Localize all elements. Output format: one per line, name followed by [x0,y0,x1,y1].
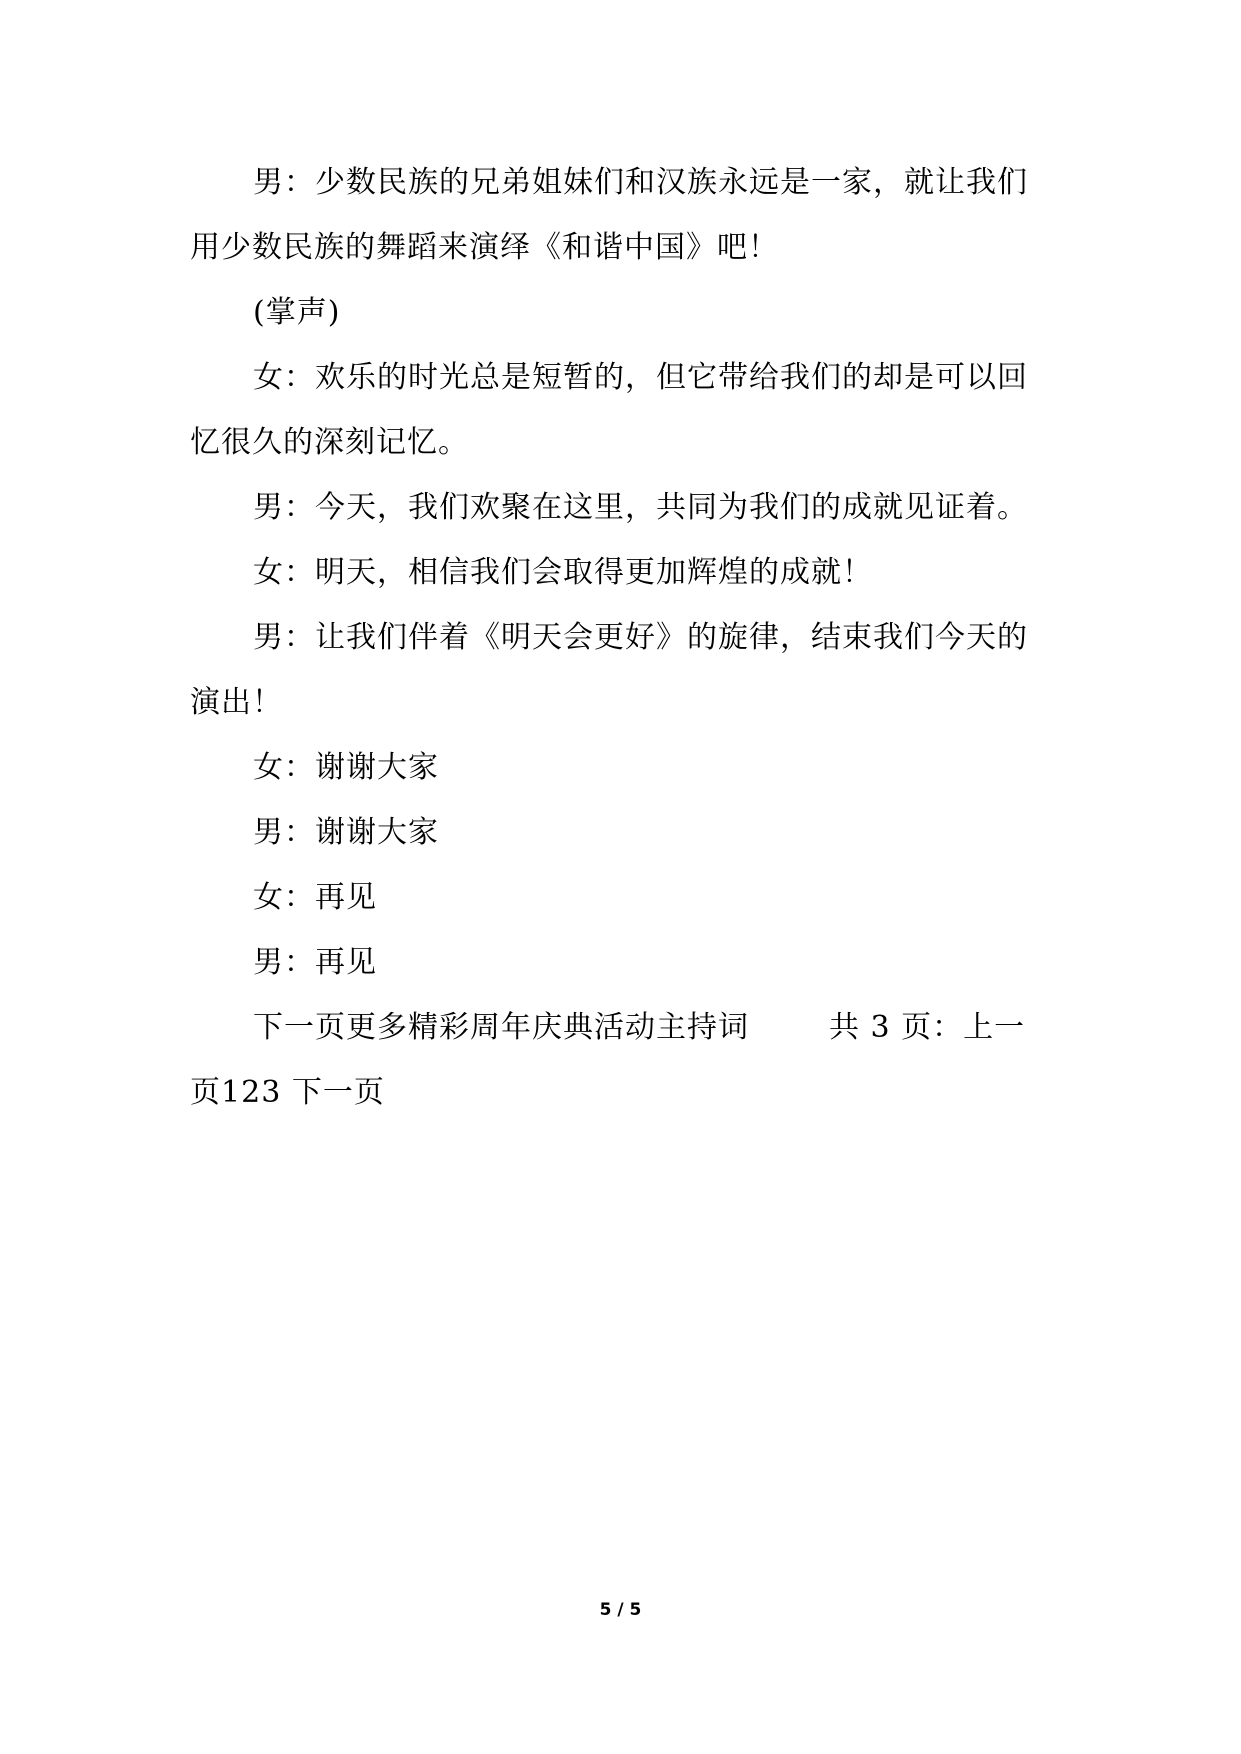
paragraph: 女：再见 [253,880,377,915]
paragraph: 女：谢谢大家 [253,750,439,785]
paragraph: 男：谢谢大家 [253,815,439,850]
page-link-2[interactable]: 2 [241,1075,262,1110]
paragraph: 男：少数民族的兄弟姐妹们和汉族永远是一家，就让我们用少数民族的舞蹈来演绎《和谐中国》吧！ [190,165,1028,265]
page-link-1[interactable]: 1 [221,1075,242,1110]
paragraph: 女：明天，相信我们会取得更加辉煌的成就！ [253,555,873,590]
paragraph: 男：让我们伴着《明天会更好》的旋律，结束我们今天的演出！ [190,620,1028,720]
paragraph: 女：欢乐的时光总是短暂的，但它带给我们的却是可以回忆很久的深刻记忆。 [190,360,1028,460]
document-body [190,150,1054,1125]
page-link-3[interactable]: 3 [261,1075,282,1110]
page-number-footer: 5 / 5 [599,1600,642,1620]
paragraph: 男：今天，我们欢聚在这里，共同为我们的成就见证着。 [253,490,1028,525]
more-link[interactable]: 下一页更多精彩周年庆典活动主持词 [253,1010,749,1045]
paragraph: (掌声) [253,295,341,330]
pagination-paragraph [190,995,1054,1125]
prev-page-link[interactable]: 上一页 [190,1010,1026,1110]
paragraph: 男：再见 [253,945,377,980]
total-pages-label: 共 3 页： [829,1010,964,1045]
next-page-link[interactable]: 下一页 [291,1075,385,1110]
